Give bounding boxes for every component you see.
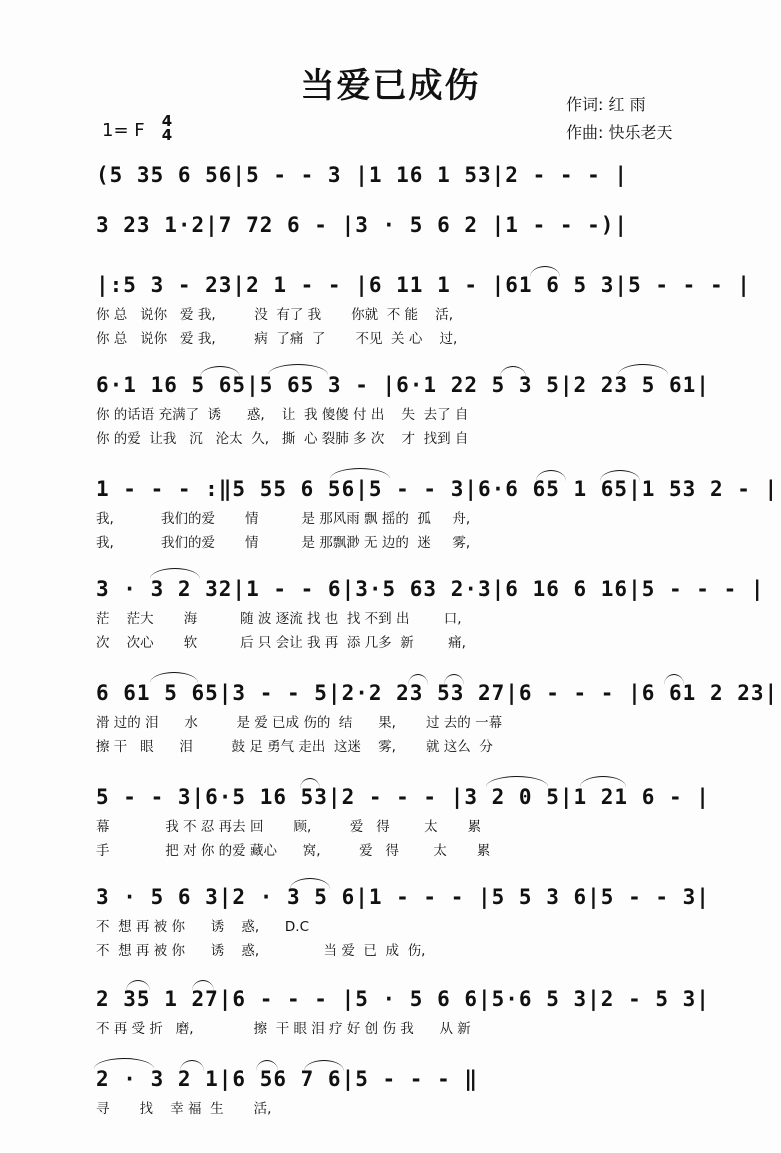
notation-line: 2 35 1 27|6 - - - |5 · 5 6 6|5·6 5 3|2 - 5 3| [96,987,710,1011]
lyric-verse-2: 不 想 再 被 你 诱 惑, 当 爱 已 成 伤, [96,943,426,959]
lyric-verse-1: 不 想 再 被 你 诱 惑, D.C [96,919,310,935]
song-title: 当爱已成伤 [300,66,481,106]
lyric-verse-2: 你 的爱 让我 沉 沦太 久, 撕 心 裂肺 多 次 才 找到 自 [96,431,469,447]
lyric-verse-1: 幕 我 不 忍 再去 回 顾, 爱 得 太 累 [96,819,482,835]
notation-line: 6 61 5 65|3 - - 5|2·2 23 53 27|6 - - - |6 61 2 23| [96,681,779,705]
lyric-verse-1: 不 再 受 折 磨, 擦 干 眼 泪 疗 好 创 伤 我 从 新 [96,1021,471,1037]
lyric-verse-1: 寻 找 幸 福 生 活, [96,1101,272,1117]
notation-line: 3 · 5 6 3|2 · 3 5 6|1 - - - |5 5 3 6|5 - - 3| [96,885,710,909]
lyric-verse-1: 茫 茫大 海 随 波 逐流 找 也 找 不到 出 口, [96,611,462,627]
lyric-verse-2: 手 把 对 你 的爱 藏心 窝, 爱 得 太 累 [96,843,491,859]
notation-line: 1 - - - :‖5 55 6 56|5 - - 3|6·6 65 1 65|1 53 2 - | [96,477,779,501]
notation-line: 2 · 3 2 1|6 56 7 6|5 - - - ‖ [96,1067,479,1091]
lyric-verse-1: 你 总 说你 爱 我, 没 有了 我 你就 不 能 活, [96,307,453,323]
notation-line: 5 - - 3|6·5 16 53|2 - - - |3 2 0 5|1 21 6 - | [96,785,710,809]
lyric-verse-2: 擦 干 眼 泪 鼓 足 勇气 走出 这迷 雾, 就 这么 分 [96,739,493,755]
lyric-verse-2: 你 总 说你 爱 我, 病 了痛 了 不见 关 心 过, [96,331,458,347]
key-signature: 1= F [102,120,145,141]
lyric-verse-1: 滑 过的 泪 水 是 爱 已成 伤的 结 果, 过 去的 一幕 [96,715,503,731]
time-signature [160,114,174,142]
notation-line: |:5 3 - 23|2 1 - - |6 11 1 - |61 6 5 3|5 - - - | [96,273,751,297]
notation-line: 3 23 1·2|7 72 6 - |3 · 5 6 2 |1 - - -)| [96,213,629,237]
notation-line: 6·1 16 5 65|5 65 3 - |6·1 22 5 3 5|2 23 5 61| [96,373,710,397]
lyricist-credit: 作词: 红 雨 [566,95,646,114]
time-signature-bottom: 4 [161,126,173,144]
lyric-verse-2: 次 次心 软 后 只 会让 我 再 添 几多 新 痛, [96,635,466,651]
lyric-verse-2: 我, 我们的爱 情 是 那飘渺 无 边的 迷 雾, [96,535,471,551]
notation-line: (5 35 6 56|5 - - 3 |1 16 1 53|2 - - - | [96,163,629,187]
time-signature-top: 4 [161,112,173,130]
composer-credit: 作曲: 快乐老天 [566,123,673,142]
notation-line: 3 · 3 2 32|1 - - 6|3·5 63 2·3|6 16 6 16|5 - - - | [96,577,765,601]
lyric-verse-1: 你 的话语 充满了 诱 惑, 让 我 傻傻 付 出 失 去了 自 [96,407,469,423]
lyric-verse-1: 我, 我们的爱 情 是 那风雨 飘 摇的 孤 舟, [96,511,471,527]
